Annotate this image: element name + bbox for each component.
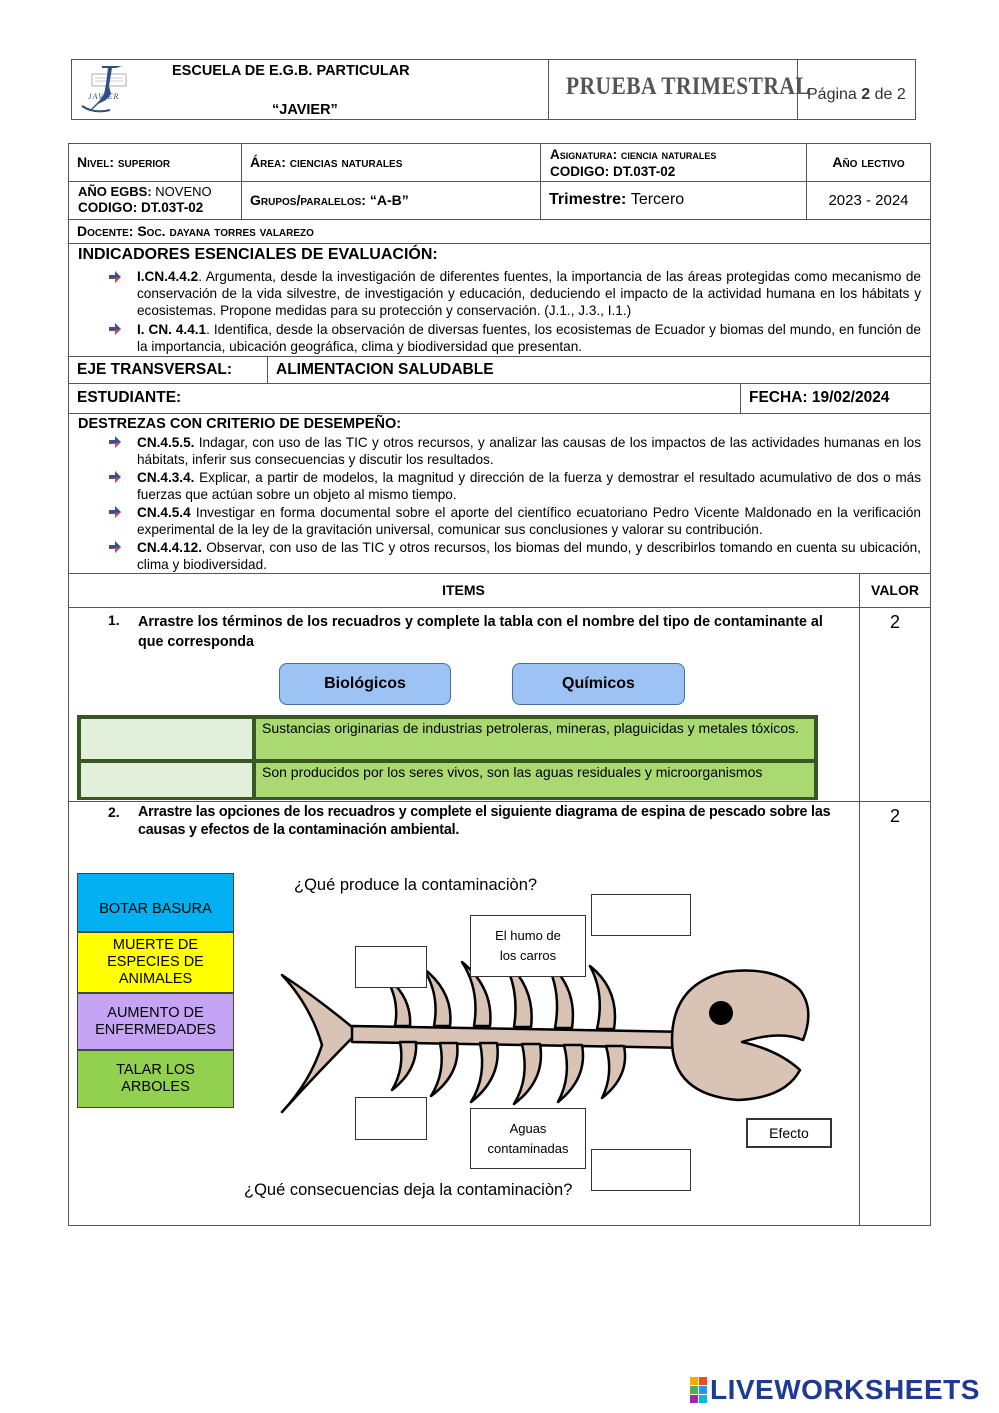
indicador-1: I.CN.4.4.2. Argumenta, desde la investigación de diferentes fuentes, la importancia de las áreas protegidas como mecanismo de conservación de la vida silvestre, de investigación y educación, deduciendo el impacto de la actividad humana en los hábitats y ecosistemas. Propone medidas para su protección y conservación. (J.1., J.3., I.1.) (137, 269, 921, 318)
option-muerte-especies[interactable]: MUERTE DE ESPECIES DE ANIMALES (77, 932, 234, 993)
anio-lectivo-label: Año lectivo (832, 154, 905, 170)
fish-rib (392, 1042, 416, 1090)
box-humo-carros: El humo de los carros (470, 915, 586, 977)
effect-slot-right-bottom[interactable] (591, 1149, 691, 1191)
destreza-3: CN.4.5.4 Investigar en forma documental sobre el aporte del científico ecuatoriano Pedro Vicente Maldonado en la verificación experimental de la ley de la gravitación universal, comunicar sus conclusiones y valorar su contribución. (137, 505, 921, 537)
eje-value: ALIMENTACION SALUDABLE (276, 360, 494, 378)
nivel-cell: Nivel: superior (77, 154, 171, 170)
option-aumento-enfermedades[interactable]: AUMENTO DE ENFERMEDADES (77, 993, 234, 1050)
q2-number: 2. (108, 804, 120, 820)
fish-rib (423, 968, 450, 1026)
effect-slot-left-bottom[interactable] (355, 1097, 427, 1140)
docente-cell: Docente: Soc. dayana torres valarezo (77, 223, 314, 239)
anio-value: 2023 - 2024 (828, 191, 909, 209)
tag-quimicos[interactable]: Químicos (512, 663, 685, 705)
q1-table (77, 715, 818, 800)
tag-biologicos[interactable]: Biológicos (279, 663, 451, 705)
fish-rib (471, 1043, 498, 1102)
destreza-4: CN.4.4.12. Observar, con uso de las TIC y otros recursos, los biomas del mundo, y describirlos tomando en cuenta su ubicación, clima y biodiversidad. (137, 540, 921, 572)
fish-rib (590, 966, 615, 1029)
school-logo (76, 64, 136, 116)
valor-header: VALOR (871, 582, 919, 598)
fish-rib (514, 1044, 541, 1104)
q2-text: Arrastre las opciones de los recuadros y complete el siguiente diagrama de espina de pescado sobre las causas y efectos de la contaminación ambiental. (138, 804, 831, 838)
school-name-line2: “JAVIER” (272, 102, 338, 118)
school-name-line1: ESCUELA DE E.G.B. PARTICULAR (172, 63, 410, 79)
liveworksheets-text: LIVEWORKSHEETS (710, 1374, 980, 1405)
cause-slot-right-top[interactable] (591, 894, 691, 936)
q1-text: Arrastre los términos de los recuadros y complete la tabla con el nombre del tipo de contaminante al que corresponda (138, 614, 823, 650)
efecto-label: Efecto (746, 1118, 832, 1148)
asignatura-cell: Asignatura: ciencia naturales CODIGO: DT.03T-02 (550, 147, 717, 179)
fecha-label: FECHA: 19/02/2024 (749, 389, 890, 406)
fish-eye (709, 1001, 733, 1025)
box-aguas-contaminadas: Aguas contaminadas (470, 1108, 586, 1169)
destreza-2: CN.4.3.4. Explicar, a partir de modelos, la magnitud y dirección de la fuerza y demostrar el resultado acumulativo de dos o más fuerzas que actúan sobre un objeto al mismo tiempo. (137, 470, 921, 502)
bullet-arrow-icon (108, 470, 122, 484)
bullet-arrow-icon (108, 435, 122, 449)
bullet-arrow-icon (108, 540, 122, 554)
option-botar-basura[interactable]: BOTAR BASURA (77, 873, 234, 932)
fish-rib (431, 1043, 457, 1096)
destrezas-title: DESTREZAS CON CRITERIO DE DESEMPEÑO: (78, 416, 402, 432)
fish-rib (558, 1045, 583, 1102)
bullet-arrow-icon (108, 322, 122, 336)
fish-head (672, 970, 808, 1100)
bullet-arrow-icon (108, 505, 122, 519)
option-talar-arboles[interactable]: TALAR LOS ARBOLES (77, 1050, 234, 1108)
indicadores-title: INDICADORES ESENCIALES DE EVALUACIÓN: (78, 246, 438, 263)
eje-label: EJE TRANSVERSAL: (77, 360, 233, 378)
q1-answer-slot-2[interactable] (81, 763, 252, 797)
estudiante-label: ESTUDIANTE: (77, 389, 182, 406)
area-cell: Área: ciencias naturales (250, 154, 403, 170)
q1-number: 1. (108, 612, 120, 628)
grupos-cell: Grupos/paralelos: “A-B” (250, 192, 409, 208)
fish-tail (282, 975, 358, 1112)
question-bottom: ¿Qué consecuencias deja la contaminaciòn? (244, 1181, 573, 1199)
anio-egbs-cell: AÑO EGBS: NOVENO CODIGO: DT.03T-02 (78, 184, 212, 215)
logo-text: JAVIER (88, 92, 120, 101)
page-number: Página 2 de 2 (807, 86, 906, 103)
liveworksheets-logo (690, 1375, 980, 1405)
q2-valor: 2 (889, 806, 900, 826)
fish-rib (602, 1046, 625, 1098)
question-top: ¿Qué produce la contaminaciòn? (294, 876, 538, 894)
destreza-1: CN.4.5.5. Indagar, con uso de las TIC y otros recursos, y analizar las causas de los impactos de las actividades humanas en los hábitats, inferir sus consecuencias y discutir los resultados. (137, 435, 921, 467)
q1-answer-slot-1[interactable] (81, 719, 252, 759)
q1-row-2-text: Son producidos por los seres vivos, son las aguas residuales y microorganismos (256, 763, 814, 797)
bullet-arrow-icon (108, 270, 122, 284)
indicador-2: I. CN. 4.4.1. Identifica, desde la observación de diversas fuentes, los ecosistemas de Ecuador y biomas del mundo, en función de la importancia, ubicación geográfica, clima y biodiversidad que presentan. (137, 322, 921, 354)
trimestre-cell: Trimestre: Tercero (549, 191, 685, 208)
items-header: ITEMS (442, 582, 485, 598)
q1-row-1-text: Sustancias originarias de industrias petroleras, mineras, plaguicidas y metales tóxicos. (256, 719, 814, 759)
cause-slot-left-top[interactable] (355, 946, 427, 988)
q1-valor: 2 (889, 612, 900, 632)
exam-title: PRUEBA TRIMESTRAL (566, 73, 811, 100)
